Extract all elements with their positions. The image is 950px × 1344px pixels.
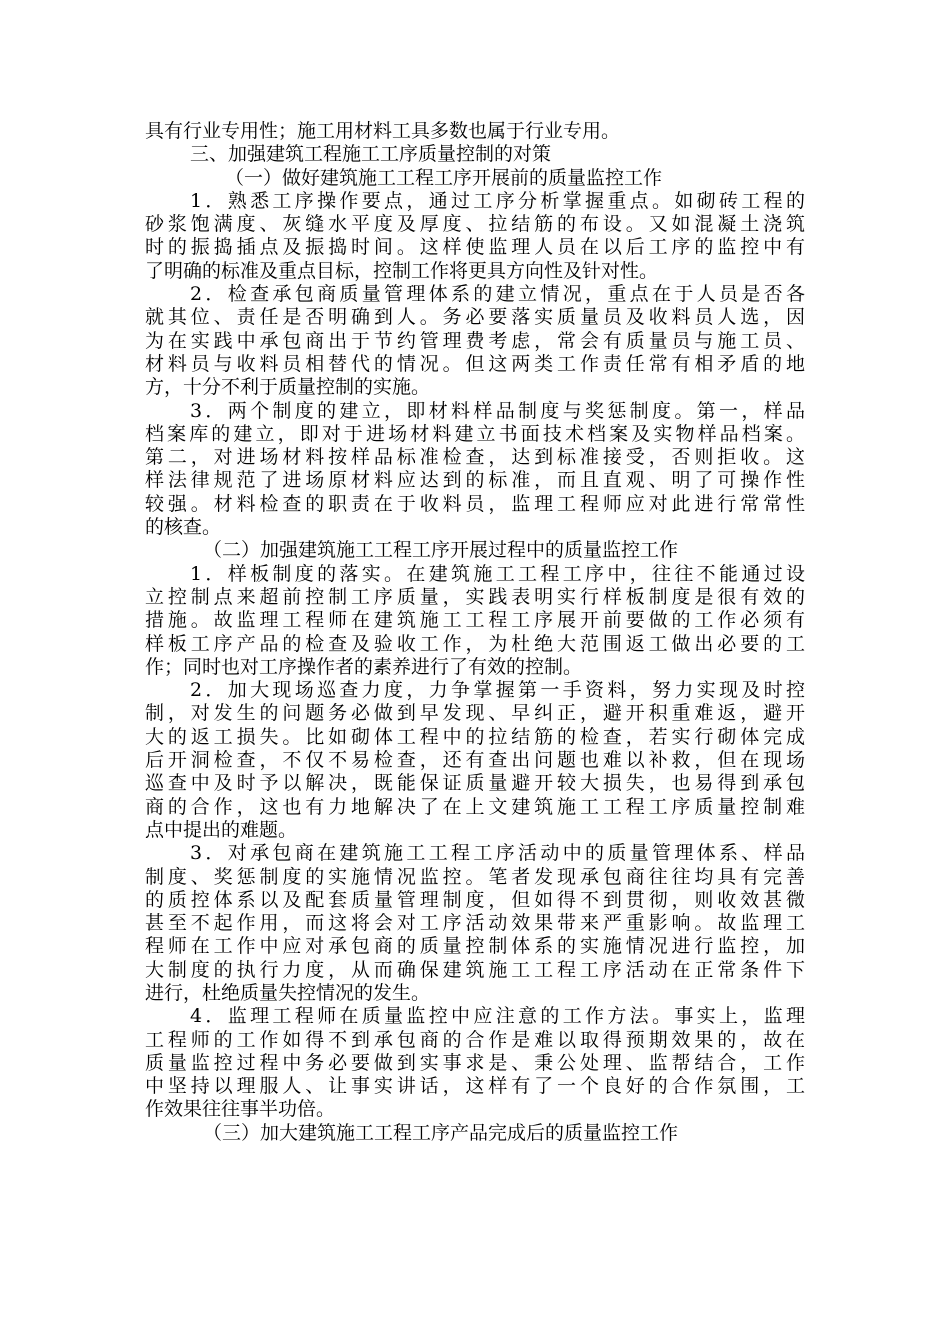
text-line: 具有行业专用性；施工用材料工具多数也属于行业专用。 — [145, 120, 621, 142]
text-line: 进行，杜绝质量失控情况的发生。 — [145, 981, 431, 1004]
text-line: 制，对发生的问题务必做到早发现、早纠正，避开积重难返，避开 — [145, 702, 805, 725]
text-line: 3．两个制度的建立，即材料样品制度与奖惩制度。第一，样品 — [190, 399, 805, 422]
text-line: 就其位、责任是否明确到人。务必要落实质量员及收料员人选，因 — [145, 306, 805, 329]
text-line: 大的返工损失。比如砌体工程中的拉结筋的检查，若实行砌体完成 — [145, 725, 805, 748]
text-line: 中坚持以理服人、让事实讲话，这样有了一个良好的合作氛围，工 — [145, 1075, 805, 1098]
text-line: 甚至不起作用，而这将会对工序活动效果带来严重影响。故监理工 — [145, 912, 805, 935]
text-line: 制度、奖惩制度的实施情况监控。笔者发现承包商往往均具有完善 — [145, 865, 805, 888]
text-line: 了明确的标准及重点目标，控制工作将更具方向性及针对性。 — [145, 259, 659, 282]
text-line: 1．熟悉工序操作要点，通过工序分析掌握重点。如砌砖工程的 — [190, 189, 805, 212]
text-line: 4．监理工程师在质量监控中应注意的工作方法。事实上，监理 — [190, 1005, 805, 1028]
text-line: 措施。故监理工程师在建筑施工工程工序展开前要做的工作必须有 — [145, 609, 805, 632]
text-line: 立控制点来超前控制工序质量，实践表明实行样板制度是很有效的 — [145, 585, 805, 608]
text-line: 方，十分不利于质量控制的实施。 — [145, 376, 431, 399]
text-line: 作效果往往事半功倍。 — [145, 1098, 336, 1121]
text-line: 的质控体系以及配套质量管理制度，但如得不到贯彻，则收效甚微 — [145, 888, 805, 911]
text-line: 2．加大现场巡查力度，力争掌握第一手资料，努力实现及时控 — [190, 679, 805, 702]
text-line: 第二，对进场材料按样品标准检查，达到标准接受，否则拒收。这 — [145, 446, 805, 469]
text-line: 的核查。 — [145, 516, 222, 539]
text-line: 样板工序产品的检查及验收工作，为杜绝大范围返工做出必要的工 — [145, 632, 805, 655]
text-line: 2．检查承包商质量管理体系的建立情况，重点在于人员是否各 — [190, 283, 805, 306]
text-line: 巡查中及时予以解决，既能保证质量避开较大损失，也易得到承包 — [145, 772, 805, 795]
text-line: 3．对承包商在建筑施工工程工序活动中的质量管理体系、样品 — [190, 842, 805, 865]
text-line: （三）加大建筑施工工程工序产品完成后的质量监控工作 — [203, 1121, 679, 1144]
text-line: 大制度的执行力度，从而确保建筑施工工程工序活动在正常条件下 — [145, 958, 805, 981]
text-line: 档案库的建立，即对于进场材料建立书面技术档案及实物样品档案。 — [145, 422, 805, 445]
text-line: 1．样板制度的落实。在建筑施工工程工序中，往往不能通过设 — [190, 562, 805, 585]
text-line: 程师在工作中应对承包商的质量控制体系的实施情况进行监控，加 — [145, 935, 805, 958]
text-line: 点中提出的难题。 — [145, 818, 298, 841]
document-body — [145, 120, 805, 1145]
text-line: 时的振捣插点及振捣时间。这样使监理人员在以后工序的监控中有 — [145, 236, 805, 259]
text-line: 后开洞检查，不仅不易检查，还有查出问题也难以补救，但在现场 — [145, 749, 805, 772]
text-line: 砂浆饱满度、灰缝水平度及厚度、拉结筋的布设。又如混凝土浇筑 — [145, 213, 805, 236]
text-line: 三、加强建筑工程施工工序质量控制的对策 — [190, 143, 552, 166]
text-line: 商的合作，这也有力地解决了在上文建筑施工工程工序质量控制难 — [145, 795, 805, 818]
text-line: 材料员与收料员相替代的情况。但这两类工作责任常有相矛盾的地 — [145, 352, 805, 375]
text-line: （二）加强建筑施工工程工序开展过程中的质量监控工作 — [203, 539, 679, 562]
text-line: 较强。材料检查的职责在于收料员，监理工程师应对此进行常常性 — [145, 492, 805, 515]
text-line: 质量监控过程中务必要做到实事求是、秉公处理、监帮结合，工作 — [145, 1051, 805, 1074]
text-line: （一）做好建筑施工工程工序开展前的质量监控工作 — [225, 166, 663, 189]
text-line: 作；同时也对工序操作者的素养进行了有效的控制。 — [145, 655, 583, 678]
text-line: 为在实践中承包商出于节约管理费考虑，常会有质量员与施工员、 — [145, 329, 805, 352]
text-line: 样法律规范了进场原材料应达到的标准，而且直观、明了可操作性 — [145, 469, 805, 492]
text-line: 工程师的工作如得不到承包商的合作是难以取得预期效果的，故在 — [145, 1028, 805, 1051]
